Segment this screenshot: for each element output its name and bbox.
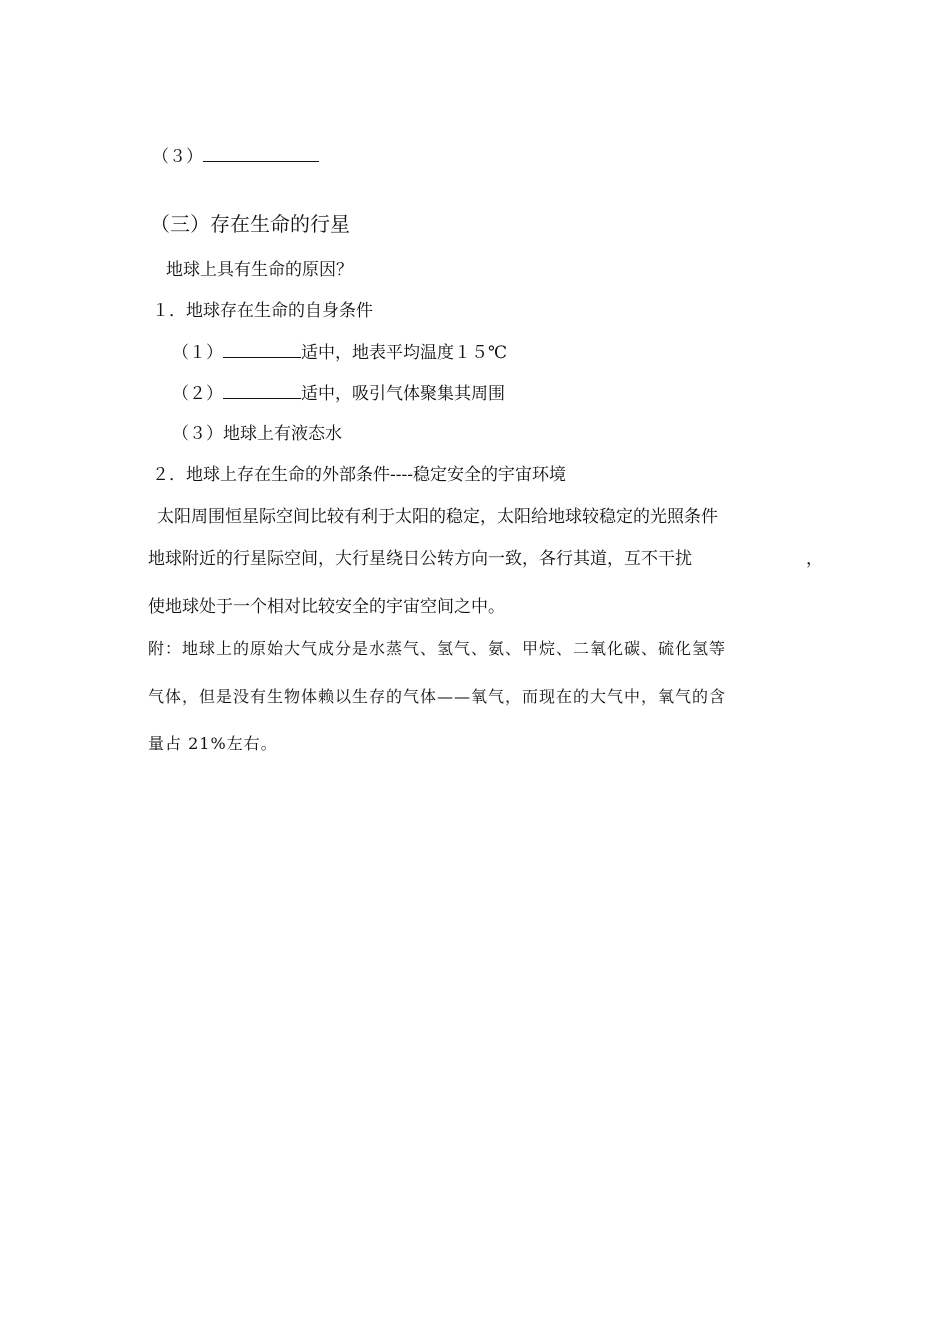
- point-1-title: １．地球存在生命的自身条件: [152, 301, 373, 321]
- item-label: （３）: [172, 424, 223, 444]
- answer-blank[interactable]: [203, 145, 319, 162]
- question-text: 地球上具有生命的原因？: [166, 260, 353, 280]
- answer-blank[interactable]: [223, 341, 301, 358]
- item-label: （１）: [172, 343, 223, 363]
- item-label: （３）: [152, 147, 203, 167]
- item-text: 适中，吸引气体聚集其周围: [301, 384, 505, 404]
- fill-item-2: [172, 382, 505, 405]
- appendix-line-2: 气体，但是没有生物体赖以生存的气体——氧气，而现在的大气中，氧气的含: [148, 687, 727, 706]
- item-text: 地球上有液态水: [223, 424, 342, 444]
- paragraph-line-1: 太阳周围恒星际空间比较有利于太阳的稳定，太阳给地球较稳定的光照条件: [157, 507, 718, 527]
- answer-blank[interactable]: [223, 382, 301, 399]
- point-2-title: ２．地球上存在生命的外部条件----稳定安全的宇宙环境: [152, 465, 566, 485]
- paragraph-line-2: 地球附近的行星际空间，大行星绕日公转方向一致，各行其道，互不干扰: [148, 549, 692, 569]
- appendix-line-3: 量占 21%左右。: [148, 734, 278, 753]
- fill-item-1: [172, 341, 507, 364]
- item-text: 适中，地表平均温度１５℃: [301, 343, 508, 363]
- paragraph-line-3: 使地球处于一个相对比较安全的宇宙空间之中。: [148, 597, 505, 617]
- fill-item-3-water: [172, 423, 342, 445]
- appendix-line-1: 附：地球上的原始大气成分是水蒸气、氢气、氨、甲烷、二氧化碳、硫化氢等: [148, 639, 727, 658]
- fill-item-3: [152, 145, 319, 168]
- paragraph-line-2-tail: ，: [806, 549, 823, 569]
- item-label: （２）: [172, 384, 223, 404]
- section-title: （三）存在生命的行星: [150, 212, 350, 236]
